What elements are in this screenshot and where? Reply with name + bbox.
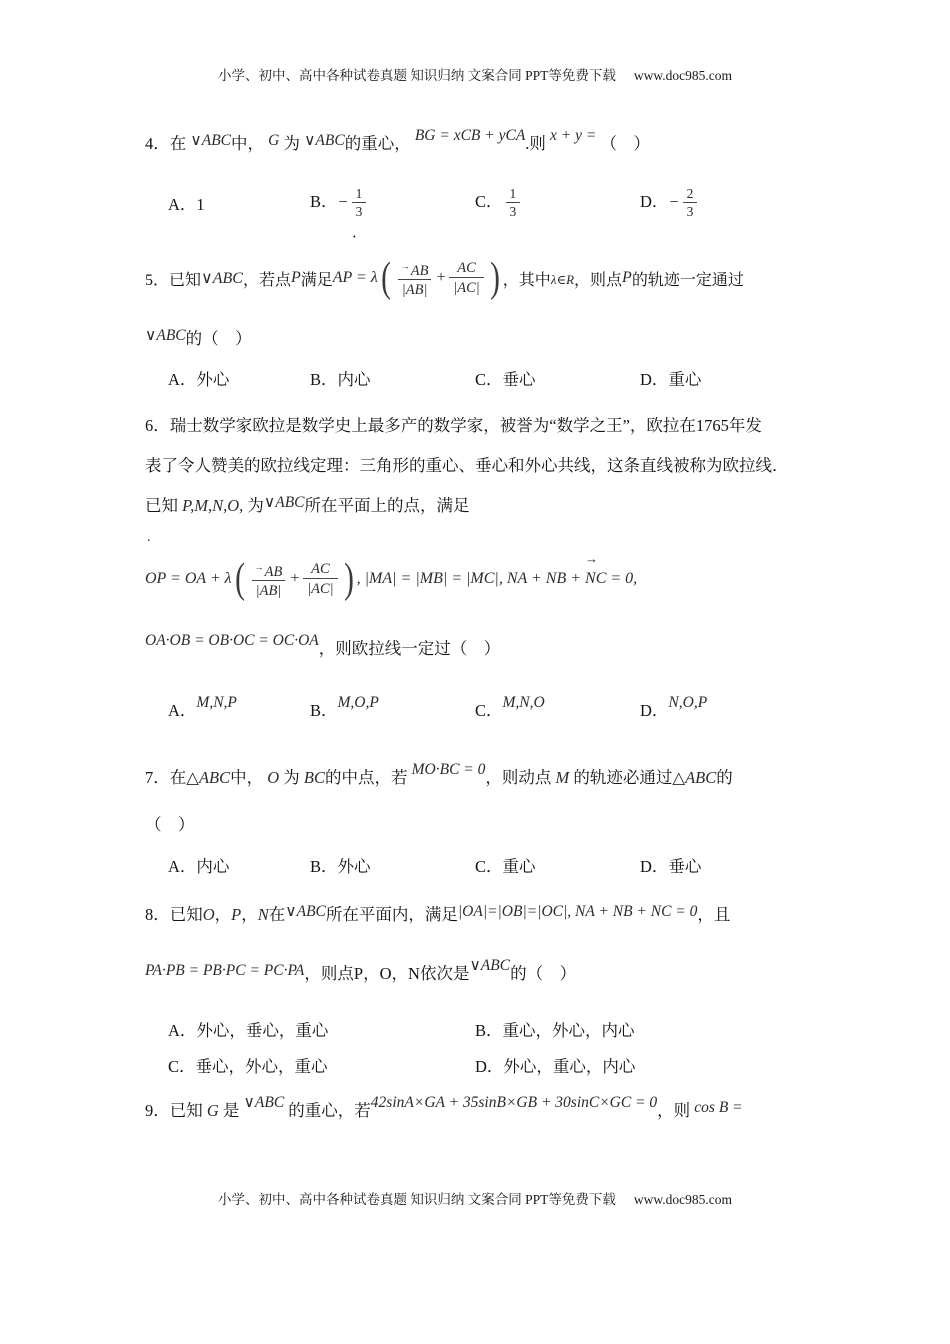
option-B [310, 366, 475, 390]
page-header [0, 0, 950, 84]
math-seg: ∨ABC [243, 1094, 285, 1111]
option-C [475, 694, 640, 721]
document-body [0, 127, 950, 1126]
math-seg: 42sinA×GA + 35sinB×GB + 30sinC×GC = 0 [370, 1094, 658, 1111]
option-label: C． [475, 370, 503, 389]
option-D [640, 694, 820, 721]
text-seg: 已知 [169, 905, 203, 924]
text-seg: 的中点，若 [325, 768, 408, 787]
text-seg: 的（ ） [185, 329, 252, 348]
math-seg: P [231, 905, 242, 924]
fraction-denominator: 3 [352, 202, 367, 220]
minus-sign: − [668, 191, 680, 211]
math-seg: O [202, 905, 215, 924]
text-seg: 为 [247, 496, 264, 515]
text-seg: 已知 [169, 1101, 203, 1120]
minus-sign: − [337, 191, 349, 211]
option-value: 垂心 [502, 370, 536, 389]
option-B [475, 1017, 820, 1041]
math-seg: |OA|=|OB|=|OC|, NA + NB + NC = 0 [457, 903, 698, 920]
math-seg: ∨ABC [285, 903, 326, 920]
text-seg: 满足 [300, 271, 333, 289]
option-label: B． [475, 1021, 503, 1040]
text-seg: 在 [169, 134, 187, 153]
math-seg: N [257, 905, 269, 924]
math-seg: PA·PB = PB·PC = PC·PA [145, 962, 305, 979]
option-label: B． [310, 370, 338, 389]
math-seg: △ABC [186, 768, 231, 787]
text-seg: 的轨迹一定通过 [631, 271, 744, 289]
text-seg: 依次是 [419, 964, 470, 983]
plus-sign: + [289, 570, 301, 587]
text-seg: 为 [283, 768, 300, 787]
option-C [168, 1053, 475, 1077]
option-label: A． [168, 701, 197, 720]
option-value: 垂心，外心，重心 [195, 1057, 328, 1076]
fraction-denominator: |AC| [449, 277, 484, 297]
math-seg: OP = OA + λ [145, 570, 232, 587]
text-seg: ， [214, 905, 232, 924]
fraction [352, 186, 367, 220]
option-D [640, 853, 820, 877]
fraction-numerator: 2 [686, 186, 694, 201]
fraction-numerator: AC [311, 561, 330, 577]
math-seg: ∨ABC [190, 132, 231, 149]
text-line: 6．瑞士数学家欧拉是数学史上最多产的数学家，被誉为“数学之王”，欧拉在1765年发 [145, 416, 762, 435]
text-seg: 中， [231, 134, 264, 153]
option-A [168, 1017, 475, 1041]
header-text: 小学、初中、高中各种试卷真题 知识归纳 文案合同 PPT等免费下载 [218, 68, 616, 83]
vector-arrow-icon: → [400, 260, 410, 271]
text-line: 表了令人赞美的欧拉线定理：三角形的重心、垂心和外心共线，这条直线被称为欧拉线． [145, 456, 789, 475]
question-8-options [145, 1017, 820, 1077]
option-value: 重心 [668, 370, 702, 389]
fraction [397, 257, 433, 300]
fraction-denominator: |AC| [303, 578, 338, 598]
option-B [310, 694, 475, 721]
text-seg: ，则动点 [485, 768, 552, 787]
option-D [475, 1053, 820, 1077]
fraction [506, 186, 521, 220]
option-label: B． [310, 701, 338, 720]
question-number: 9． [145, 1101, 170, 1120]
text-seg: 所在平面上的点，满足 [304, 496, 470, 515]
question-7-stem [145, 761, 820, 793]
text-seg: ， [241, 905, 258, 924]
stray-dot: . [147, 530, 151, 545]
fraction [303, 560, 338, 598]
math-seg: ∨ABC [304, 132, 345, 149]
option-value: M,O,P [337, 694, 379, 711]
question-9-stem [145, 1094, 820, 1126]
math-seg: P,M,N,O, [182, 496, 244, 515]
math-seg: x + y = [550, 127, 597, 144]
text-seg: 则 [529, 134, 546, 153]
text-seg: 已知 [169, 271, 202, 289]
option-label: B． [310, 857, 338, 876]
question-7-stem-cont [145, 811, 820, 839]
text-seg: ，其中 [502, 271, 551, 289]
math-seg: ∨ABC [469, 957, 511, 974]
text-seg: ，则欧拉线一定过（ ） [318, 639, 501, 658]
option-D [640, 366, 820, 390]
math-seg: MO·BC = 0 [411, 761, 486, 778]
fraction-denominator: 3 [683, 202, 698, 220]
option-C [475, 186, 640, 220]
stray-dot: ． [352, 225, 368, 241]
fraction-numerator: 1 [509, 186, 517, 201]
math-seg: P [290, 269, 301, 286]
option-C [475, 366, 640, 390]
text-seg: ，则 [657, 1101, 691, 1120]
option-value: 内心 [196, 857, 230, 876]
vector-arrow-icon: → [585, 551, 598, 566]
math-seg: AB [264, 563, 283, 580]
page-footer [0, 1188, 950, 1208]
math-seg: G [206, 1101, 219, 1120]
text-seg: 的 [716, 768, 733, 787]
option-A [168, 694, 310, 721]
option-value: 1 [196, 195, 205, 214]
text-seg: 的（ ） [510, 964, 577, 983]
vector-arrow-icon: → [254, 561, 264, 572]
question-5-stem [145, 247, 820, 309]
math-seg: , |MA| = |MB| = |MC|, NA + NB + NC = 0, [356, 570, 638, 587]
option-label: D． [640, 191, 669, 211]
option-C [475, 853, 640, 877]
right-paren: ) [343, 556, 354, 602]
math-seg: cos B = [694, 1099, 743, 1116]
stray-mark [145, 531, 820, 545]
stray-mark [145, 225, 820, 241]
option-value: 垂心 [668, 857, 702, 876]
option-value: M,N,P [196, 694, 237, 711]
question-number: 5． [145, 271, 170, 289]
math-seg: BG = xCB + yCA [414, 127, 526, 144]
text-seg: O [379, 964, 392, 983]
question-5-stem-cont [145, 325, 820, 354]
text-seg: ， [363, 964, 380, 983]
option-value: N,O,P [668, 694, 708, 711]
stray-dot: . [525, 134, 530, 153]
fraction-numerator [251, 558, 287, 581]
fraction-numerator [397, 257, 433, 280]
option-label: D． [640, 701, 669, 720]
footer-url: www.doc985.com [633, 1192, 732, 1207]
question-8-stem [145, 901, 820, 930]
option-value: 外心，重心，内心 [503, 1057, 636, 1076]
math-seg: G [268, 132, 280, 149]
fraction [449, 259, 484, 297]
question-8-stem-cont [145, 957, 820, 989]
text-seg: ，则点 [574, 271, 623, 289]
question-7-options [145, 853, 820, 877]
text-seg: 在 [268, 905, 286, 924]
math-seg: ∨ABC [201, 270, 243, 287]
option-label: A． [168, 1021, 197, 1040]
text-seg: P [353, 964, 364, 983]
math-seg: M [555, 768, 570, 787]
option-label: B． [310, 191, 338, 211]
text-seg: 是 [222, 1101, 240, 1120]
math-seg: AP = λ [332, 269, 378, 286]
option-value: 内心 [337, 370, 371, 389]
option-D [640, 186, 820, 220]
text-seg: 的轨迹必通过 [573, 768, 673, 787]
option-label: A． [168, 195, 197, 214]
right-paren: ) [489, 255, 500, 301]
header-url: www.doc985.com [633, 68, 732, 83]
option-value: 外心，垂心，重心 [196, 1021, 329, 1040]
text-seg: 已知 [145, 496, 178, 515]
option-label: C． [475, 191, 503, 211]
option-value: 重心 [502, 857, 536, 876]
fraction-denominator: |AB| [398, 279, 432, 299]
math-seg: O [267, 768, 280, 787]
question-4-stem [145, 127, 820, 159]
question-number: 7． [145, 768, 170, 787]
option-label: A． [168, 857, 197, 876]
left-paren: ( [380, 255, 391, 301]
text-seg: ，若点 [242, 271, 291, 289]
option-B [310, 853, 475, 877]
text-line [145, 486, 820, 527]
text-seg: 为 [283, 134, 300, 153]
math-seg: ∨ABC [145, 327, 186, 344]
question-number: 8． [145, 905, 170, 924]
fraction-denominator: 3 [506, 202, 521, 220]
math-seg: BC [303, 768, 325, 787]
math-seg: ∨ABC [263, 494, 305, 511]
text-seg: 在 [169, 768, 187, 787]
question-6-formula-cont [145, 632, 820, 664]
fraction [251, 558, 287, 601]
option-label: D． [640, 857, 669, 876]
question-6-formula [145, 547, 820, 611]
text-seg: ， [391, 964, 409, 983]
math-seg: P [622, 269, 632, 286]
text-seg: 所在平面内，满足 [325, 905, 458, 924]
math-seg: OA·OB = OB·OC = OC·OA [145, 632, 319, 649]
option-A [168, 366, 310, 390]
option-value: 外心 [337, 857, 371, 876]
question-number: 4． [145, 134, 170, 153]
text-seg: 的重心，若 [288, 1101, 371, 1120]
math-seg: △ABC [672, 768, 717, 787]
left-paren: ( [234, 556, 245, 602]
choice-brackets: （ ） [145, 815, 195, 834]
text-seg: ，且 [697, 905, 731, 924]
option-label: C． [168, 1057, 196, 1076]
choice-brackets: （ ） [600, 134, 650, 153]
option-A [168, 191, 310, 215]
question-5-options [145, 366, 820, 390]
option-B [310, 186, 475, 220]
math-seg: λ∈R [550, 272, 575, 287]
fraction-numerator: AC [457, 260, 476, 276]
text-seg: 中， [230, 768, 264, 787]
option-value: M,N,O [502, 694, 545, 711]
question-4-options [145, 181, 820, 225]
option-label: A． [168, 370, 197, 389]
fraction-numerator: 1 [355, 186, 363, 201]
question-6-stem [145, 406, 820, 527]
text-seg: ，则点 [304, 964, 354, 983]
footer-text: 小学、初中、高中各种试卷真题 知识归纳 文案合同 PPT等免费下载 [218, 1192, 616, 1207]
option-A [168, 853, 310, 877]
option-label: C． [475, 701, 503, 720]
text-seg: N [408, 964, 420, 983]
text-seg: 的重心， [344, 134, 411, 153]
option-label: D． [640, 370, 669, 389]
fraction [683, 186, 698, 220]
option-value: 重心，外心，内心 [502, 1021, 635, 1040]
option-label: D． [475, 1057, 504, 1076]
question-6-options [145, 694, 820, 724]
fraction-denominator: |AB| [252, 580, 286, 600]
option-label: C． [475, 857, 503, 876]
math-seg: AB [410, 262, 429, 279]
option-value: 外心 [196, 370, 230, 389]
plus-sign: + [435, 269, 447, 286]
